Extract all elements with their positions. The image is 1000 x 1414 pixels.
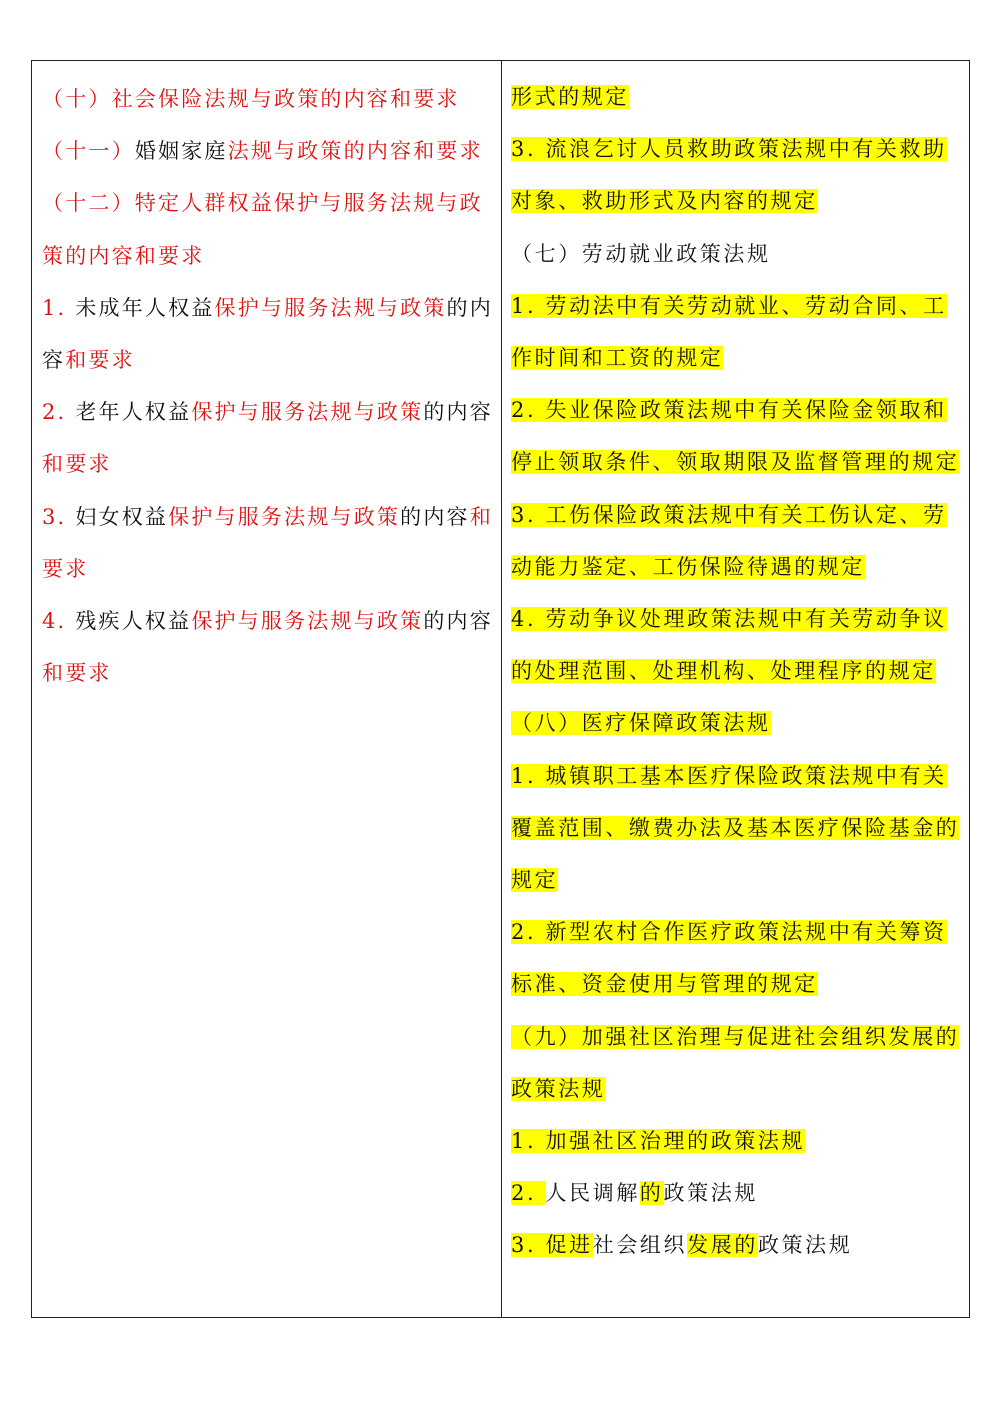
right-paragraph — [511, 384, 963, 488]
right-paragraph — [511, 750, 963, 907]
left-text-run: 的内容 — [42, 295, 493, 373]
left-paragraph — [42, 282, 493, 386]
left-text-run: 的内容 — [423, 609, 493, 634]
left-paragraph — [42, 177, 493, 281]
left-paragraph — [42, 491, 493, 595]
right-text-run: 的 — [639, 1181, 664, 1206]
right-text-run: 政策法规 — [757, 1233, 853, 1258]
right-text-run: 社会组织 — [592, 1233, 688, 1258]
left-text-run: 的内容 — [400, 504, 470, 529]
left-text-run: 和要求 — [42, 661, 112, 686]
left-text-run: 1. — [42, 295, 76, 320]
right-paragraph — [511, 71, 963, 123]
left-text-run: 3. — [42, 504, 76, 529]
right-paragraph — [511, 228, 963, 280]
right-text-run: （九）加强社区治理与促进社会组织发展的政策法规 — [511, 1024, 960, 1101]
left-paragraph — [42, 73, 493, 125]
left-text-run: 和要求 — [42, 504, 493, 581]
left-text-run: （十二）特定人群权益保护与服务法规与政策的内容和要求 — [42, 191, 483, 268]
right-paragraph — [511, 697, 963, 749]
right-text-run: 人民调解 — [545, 1181, 640, 1206]
right-text-run: 2. — [511, 1181, 546, 1206]
content-table — [31, 60, 970, 1318]
left-paragraph — [42, 386, 493, 490]
left-text-run: 未成年人权益 — [75, 295, 215, 320]
left-text-run: 保护与服务法规与政策 — [168, 504, 401, 529]
left-text-run: （十一） — [42, 139, 135, 164]
left-text-run: 保护与服务法规与政策 — [214, 295, 447, 320]
left-text-run: 法规与政策的内容和要求 — [227, 139, 483, 164]
right-text-run: 1. 加强社区治理的政策法规 — [511, 1129, 806, 1154]
left-text-run: 保护与服务法规与政策 — [191, 609, 424, 634]
right-text-run: 1. 劳动法中有关劳动就业、劳动合同、工作时间和工资的规定 — [511, 293, 947, 371]
left-text-run: 保护与服务法规与政策 — [191, 400, 424, 425]
right-paragraph — [511, 280, 963, 384]
right-text-run: 发展的 — [687, 1233, 758, 1258]
left-text-run: 4. — [42, 609, 76, 634]
left-text-run: 和要求 — [65, 348, 135, 373]
right-text-run: 2. 新型农村合作医疗政策法规中有关筹资标准、资金使用与管理的规定 — [511, 920, 947, 997]
right-paragraph — [511, 1219, 963, 1271]
left-text-run: 2. — [42, 400, 76, 425]
right-text-run: 1. 城镇职工基本医疗保险政策法规中有关覆盖范围、缴费办法及基本医疗保险基金的规定 — [511, 763, 960, 893]
left-text-run: 的内容 — [423, 400, 493, 425]
left-text-run: 婚姻家庭 — [134, 139, 228, 164]
left-text-run: 和要求 — [42, 452, 112, 477]
right-paragraph — [511, 906, 963, 1010]
right-text-run: （八）医疗保障政策法规 — [511, 711, 771, 736]
right-text-run: 形式的规定 — [511, 85, 629, 109]
right-paragraph — [511, 489, 963, 593]
left-text-run: 老年人权益 — [75, 400, 192, 425]
right-text-run: 政策法规 — [663, 1181, 758, 1206]
right-paragraph — [511, 1167, 963, 1219]
right-paragraph — [511, 123, 963, 227]
right-column — [502, 61, 969, 1317]
right-paragraph — [511, 593, 963, 697]
left-paragraph — [42, 125, 493, 177]
left-text-run: （十）社会保险法规与政策的内容和要求 — [42, 87, 460, 111]
right-text-run: 3. 工伤保险政策法规中有关工伤认定、劳动能力鉴定、工伤保险待遇的规定 — [511, 502, 947, 579]
left-text-run: 残疾人权益 — [75, 609, 192, 634]
right-paragraph — [511, 1115, 963, 1167]
right-text-run: （七）劳动就业政策法规 — [511, 241, 771, 266]
left-text-run: 妇女权益 — [75, 504, 169, 529]
right-text-run: 3. 流浪乞讨人员救助政策法规中有关救助对象、救助形式及内容的规定 — [511, 137, 947, 214]
right-text-run: 3. 促进 — [511, 1233, 593, 1258]
right-text-run: 4. 劳动争议处理政策法规中有关劳动争议的处理范围、处理机构、处理程序的规定 — [511, 607, 947, 684]
left-column — [32, 61, 502, 1317]
right-text-run: 2. 失业保险政策法规中有关保险金领取和停止领取条件、领取期限及监督管理的规定 — [511, 398, 960, 475]
right-paragraph — [511, 1011, 963, 1115]
left-paragraph — [42, 595, 493, 699]
